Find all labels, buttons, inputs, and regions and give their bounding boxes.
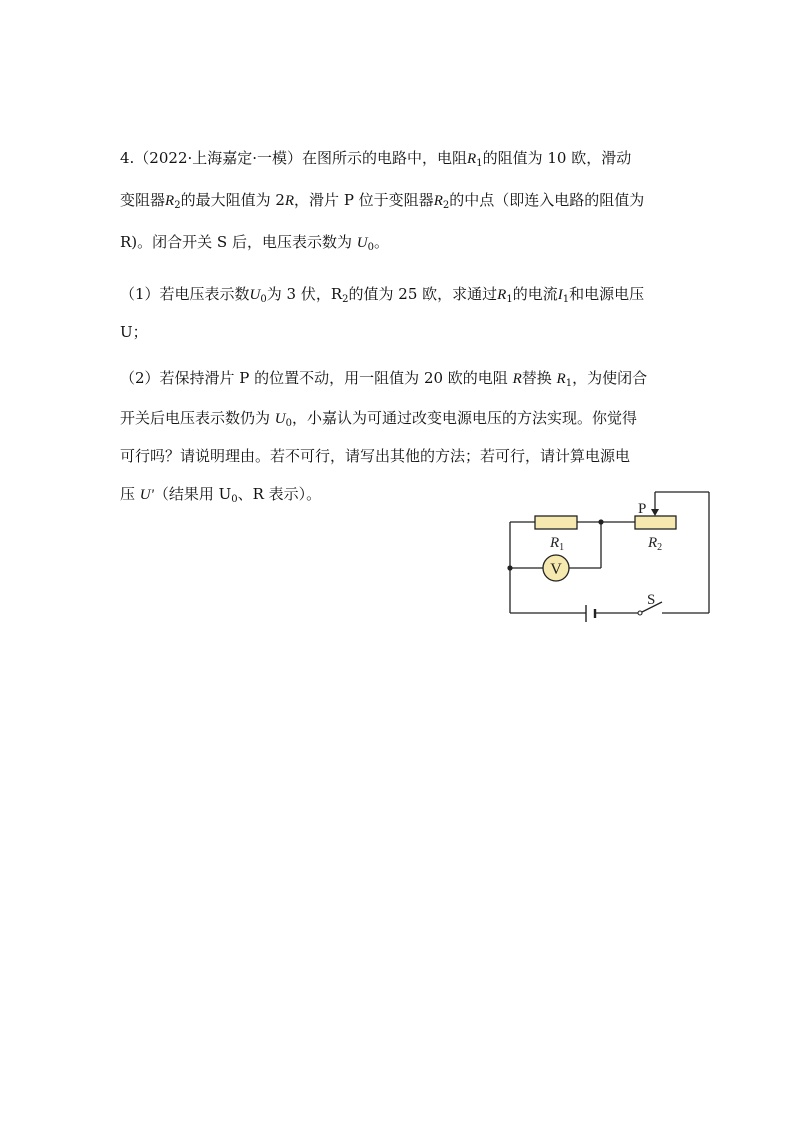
r1-letter: R: [550, 535, 560, 551]
sub: 1: [565, 378, 573, 389]
text: 为 3 伏，R: [266, 285, 343, 303]
circuit-diagram: [500, 485, 720, 625]
var-u0: U: [249, 287, 261, 303]
text: U；: [120, 323, 148, 341]
resistor-r2: [635, 516, 676, 529]
r2-letter: R: [648, 535, 658, 551]
text: 的阻值为 10 欧，滑动: [482, 149, 632, 167]
question-2-line-4: [120, 484, 321, 510]
problem-line-3: [120, 232, 389, 258]
sub: 0: [285, 418, 292, 429]
text: ，滑片 P 位于变阻器: [294, 191, 434, 209]
question-2-line-2: [120, 408, 637, 434]
question-1-line-2: [120, 322, 148, 342]
junction-dot: [598, 519, 603, 524]
switch-contact: [638, 611, 642, 615]
text: ，为使闭合: [572, 369, 648, 387]
text: 压: [120, 485, 140, 503]
sub: 0: [367, 242, 374, 253]
var-i1: I: [557, 287, 563, 303]
text: 和电源电压: [569, 285, 645, 303]
var-u0: U: [274, 411, 286, 427]
text: （结果用 U: [153, 485, 232, 503]
slider-arrow-icon: [651, 509, 659, 516]
sub: 2: [174, 200, 181, 211]
text: 4.（2022·上海嘉定·一模）在图所示的电路中，电阻: [120, 149, 468, 167]
text: ，小嘉认为可通过改变电源电压的方法实现。你觉得: [292, 409, 638, 427]
sub: 0: [231, 494, 238, 505]
var-r2: R: [165, 193, 175, 209]
sub: 2: [442, 200, 450, 211]
text: 变阻器: [120, 191, 166, 209]
switch-label: S: [647, 592, 656, 608]
text: 、R 表示）。: [237, 485, 322, 503]
text: 的最大阻值为 2: [180, 191, 285, 209]
circuit-wires: [510, 492, 709, 613]
text: 的中点（即连入电路的阻值为: [449, 191, 645, 209]
var-u-prime: U': [139, 487, 154, 503]
r2-label: [647, 535, 662, 553]
problem-line-1: [120, 148, 631, 174]
var-r2: R: [433, 193, 443, 209]
var-r1: R: [467, 151, 477, 167]
var-u0: U: [356, 235, 368, 251]
sub: 1: [506, 294, 513, 305]
text: 开关后电压表示数仍为: [120, 409, 275, 427]
sub: 1: [562, 294, 570, 305]
var-rx: R: [512, 371, 522, 387]
text: （2）若保持滑片 P 的位置不动，用一阻值为 20 欧的电阻: [120, 369, 513, 387]
voltmeter-label: V: [550, 561, 562, 578]
r2-subscript: 2: [657, 542, 663, 553]
slider-label: P: [638, 501, 647, 517]
var-r: R: [284, 193, 295, 209]
sub: 0: [260, 294, 267, 305]
var-r1: R: [556, 371, 566, 387]
text: 替换: [521, 369, 557, 387]
var-r1: R: [497, 287, 507, 303]
text: （1）若电压表示数: [120, 285, 250, 303]
question-2-line-1: [120, 368, 647, 394]
r1-subscript: 1: [559, 542, 565, 553]
text: 可行吗？请说明理由。若不可行，请写出其他的方法；若可行，请计算电源电: [120, 447, 631, 465]
sub: 2: [342, 294, 349, 305]
resistor-r1: [535, 516, 577, 529]
sub: 1: [476, 158, 483, 169]
text: R)。闭合开关 S 后，电压表示数为: [120, 233, 357, 251]
question-2-line-3: [120, 446, 630, 466]
r1-label: [549, 535, 564, 553]
question-1-line-1: [120, 284, 644, 310]
text: 的电流: [512, 285, 558, 303]
text: 的值为 25 欧，求通过: [348, 285, 498, 303]
problem-line-2: [120, 190, 644, 216]
text: 。: [373, 233, 389, 251]
junction-dot: [507, 565, 512, 570]
